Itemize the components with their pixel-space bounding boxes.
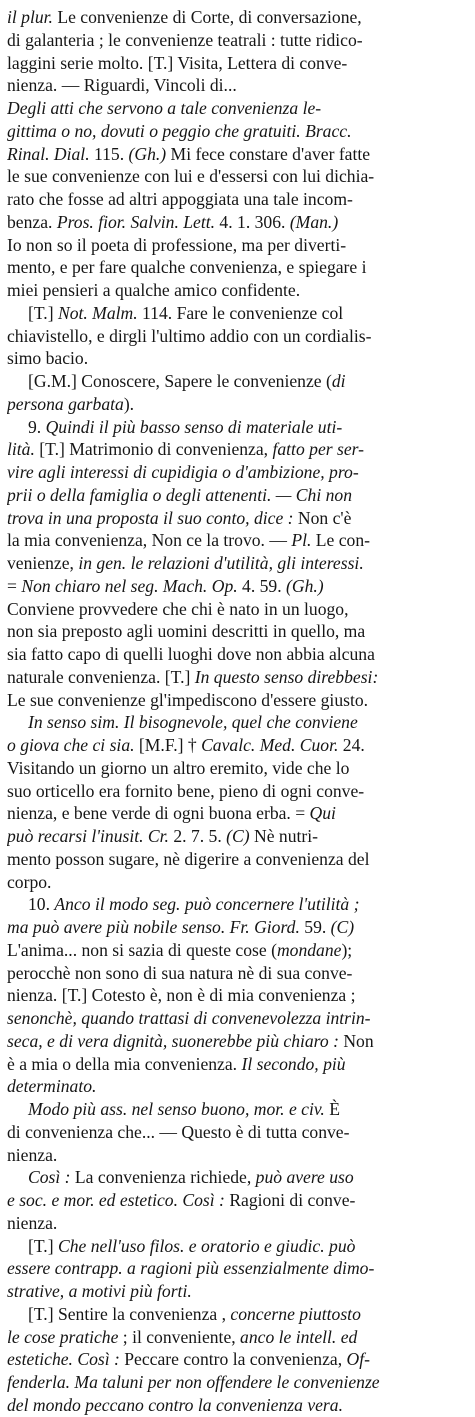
text-line: [7, 279, 464, 302]
text-run: venienze,: [7, 553, 79, 573]
italic-text: ma può avere più nobile senso. Fr. Giord.: [7, 917, 300, 937]
italic-text: (Man.): [289, 211, 339, 232]
text-run: Non c'è: [293, 507, 352, 528]
text-line: [7, 757, 464, 780]
text-run: 2. 7. 5.: [168, 826, 227, 846]
text-line: [7, 1257, 464, 1280]
italic-text: Che nell'uso filos. e oratorio e giudic. può: [57, 1235, 356, 1256]
text-line: [7, 256, 464, 279]
text-line: [7, 370, 464, 393]
text-run: 114. Fare le convenienze col: [137, 302, 344, 323]
text-line: [7, 711, 464, 734]
text-run: benza.: [7, 211, 57, 232]
text-line: [7, 939, 464, 962]
text-run: ; il conveniente,: [118, 1326, 241, 1347]
italic-text: Il secondo, più: [241, 1053, 346, 1074]
text-line: [7, 1030, 464, 1053]
italic-text: prii o della famiglia o degli attenenti. — Chi non: [7, 484, 353, 505]
text-run: );: [341, 939, 353, 960]
text-line: [7, 211, 464, 234]
text-run: chiavistello, e dirgli l'ultimo addio con un cordialis-: [7, 325, 372, 346]
italic-text: In senso sim. Il bisognevole, quel che conviene: [28, 712, 358, 733]
text-line: [7, 1007, 464, 1030]
text-run: [T.]: [28, 1235, 58, 1256]
italic-text: estetiche. Così :: [7, 1349, 120, 1370]
italic-text: essere contrapp. a ragioni più essenzialmente dimo-: [7, 1258, 375, 1279]
text-line: [7, 1189, 464, 1212]
text-run: [M.F.] †: [134, 735, 202, 755]
italic-text: gittima o no, dovuti o peggio che gratuiti. Bracc.: [7, 120, 352, 141]
text-run: 10.: [28, 894, 55, 915]
italic-text: Non chiaro nel seg. Mach. Op.: [21, 575, 238, 596]
italic-text: o giova che ci sia.: [7, 735, 135, 755]
italic-text: Rinal. Dial.: [7, 143, 90, 164]
text-run: le sue convenienze con lui e d'essersi con lui dichia-: [7, 166, 375, 187]
text-line: [7, 552, 464, 575]
italic-text: Not. Malm.: [57, 302, 138, 323]
text-line: [7, 416, 464, 439]
text-run: mento posson sugare, nè digerire a convenienza del: [7, 848, 370, 869]
text-run: Conviene provvedere che chi è nato in un luogo,: [7, 598, 349, 619]
text-line: [7, 461, 464, 484]
italic-text: Qui: [309, 803, 336, 824]
text-line: [7, 620, 464, 643]
text-run: 115.: [89, 143, 129, 164]
text-line: [7, 1303, 464, 1326]
text-run: ).: [123, 393, 135, 414]
italic-text: Quindi il più basso senso di materiale uti-: [45, 416, 343, 437]
text-line: [7, 1326, 464, 1349]
text-run: corpo.: [7, 871, 52, 892]
italic-text: può recarsi l'inusit. Cr.: [7, 826, 169, 846]
text-line: [7, 893, 464, 916]
text-run: nienza.: [7, 1212, 58, 1233]
text-run: di galanteria ; le convenienze teatrali : tutte ridico-: [7, 29, 363, 50]
text-run: Le con-: [311, 530, 370, 551]
text-run: mento, e per fare qualche convenienza, e spiegare i: [7, 257, 367, 278]
text-run: 4. 1. 306.: [215, 211, 290, 232]
text-line: [7, 438, 464, 461]
italic-text: (C): [330, 917, 355, 937]
italic-text: di: [331, 371, 346, 391]
text-run: nienza. — Riguardi, Vincoli di...: [7, 75, 237, 96]
text-line: [7, 1371, 464, 1394]
text-run: non sia preposto agli uomini descritti in quello, ma: [7, 621, 366, 642]
italic-text: il plur.: [7, 7, 53, 27]
text-run: [T.] Sentire la convenienza ,: [28, 1303, 231, 1324]
text-line: [7, 984, 464, 1007]
text-run: Nè nutri-: [249, 826, 319, 846]
text-line: [7, 6, 464, 29]
text-line: [7, 52, 464, 75]
text-line: [7, 29, 464, 52]
italic-text: seca, e di vera dignità, suonerebbe più chiaro :: [7, 1030, 339, 1051]
text-line: [7, 1280, 464, 1303]
text-line: [7, 734, 464, 757]
italic-text: concerne piuttosto: [230, 1303, 361, 1324]
text-line: [7, 1166, 464, 1189]
text-run: nienza.: [7, 1144, 58, 1165]
text-line: [7, 962, 464, 985]
text-run: simo bacio.: [7, 348, 89, 369]
text-line: [7, 1144, 464, 1167]
text-line: [7, 507, 464, 530]
text-line: [7, 302, 464, 325]
text-line: [7, 347, 464, 370]
italic-text: Of-: [346, 1349, 370, 1370]
text-run: [T.] Matrimonio di convenienza,: [34, 439, 273, 460]
text-line: [7, 825, 464, 848]
italic-text: le cose pratiche: [7, 1326, 119, 1347]
text-line: [7, 802, 464, 825]
italic-text: persona garbata: [7, 393, 124, 414]
text-run: è a mia o della mia convenienza.: [7, 1053, 242, 1074]
text-run: È: [324, 1099, 340, 1119]
italic-text: senonchè, quando trattasi di convenevolezza intrin-: [7, 1008, 371, 1028]
italic-text: mondane: [276, 939, 342, 960]
text-run: Ragioni di conve-: [224, 1190, 356, 1210]
text-run: naturale convenienza. [T.]: [7, 666, 195, 687]
text-run: Le sue convenienze gl'impediscono d'essere giusto.: [7, 689, 369, 710]
italic-text: vire agli interessi di cupidigia o d'ambizione, pro-: [7, 462, 359, 482]
text-run: la mia convenienza, Non ce la trovo. —: [7, 530, 292, 551]
italic-text: Degli atti che servono a tale convenienza le-: [7, 98, 322, 118]
text-line: [7, 143, 464, 166]
text-line: [7, 393, 464, 416]
text-line: [7, 188, 464, 211]
text-line: [7, 120, 464, 143]
italic-text: Pl.: [291, 530, 312, 551]
text-run: L'anima... non si sazia di queste cose (: [7, 939, 277, 960]
text-line: [7, 1212, 464, 1235]
text-run: Visitando un giorno un altro eremito, vide che lo: [7, 757, 350, 778]
text-run: 4. 59.: [237, 575, 287, 596]
italic-text: lità.: [7, 439, 35, 460]
text-run: 59.: [299, 917, 331, 937]
text-line: [7, 325, 464, 348]
text-run: rato che fosse ad altri appoggiata una tale incom-: [7, 189, 353, 209]
italic-text: Pros. fior. Salvin. Lett.: [56, 211, 216, 232]
text-line: [7, 598, 464, 621]
text-run: nienza, e bene verde di ogni buona erba. =: [7, 803, 310, 824]
italic-text: anco le intell. ed: [240, 1326, 358, 1347]
text-run: 9.: [28, 416, 46, 437]
italic-text: Così :: [28, 1167, 71, 1188]
italic-text: trova in una proposta il suo conto, dice :: [7, 507, 294, 528]
italic-text: Modo più ass. nel senso buono, mor. e civ.: [28, 1099, 325, 1119]
text-run: miei pensieri a qualche amico confidente.: [7, 280, 301, 300]
entry-text: [7, 6, 464, 1417]
text-run: =: [7, 575, 22, 596]
italic-text: del mondo peccano contro la convenienza vera.: [7, 1394, 343, 1415]
text-run: nienza. [T.] Cotesto è, non è di mia convenienza ;: [7, 985, 356, 1006]
text-run: Mi fece constare d'aver fatte: [166, 143, 371, 164]
text-line: [7, 1098, 464, 1121]
text-run: suo orticello era fornito bene, pieno di ogni conve-: [7, 780, 365, 801]
text-run: [T.]: [28, 302, 58, 323]
text-line: [7, 97, 464, 120]
text-run: Io non so il poeta di professione, ma per diverti-: [7, 234, 347, 255]
text-run: [G.M.] Conoscere, Sapere le convenienze (: [28, 371, 332, 391]
text-line: [7, 165, 464, 188]
italic-text: strative, a motivi più forti.: [7, 1281, 192, 1301]
text-run: 24.: [338, 735, 365, 755]
italic-text: fatto per ser-: [272, 439, 365, 460]
text-line: [7, 74, 464, 97]
italic-text: Cavalc. Med. Cuor.: [201, 735, 339, 755]
text-line: [7, 1053, 464, 1076]
text-line: [7, 780, 464, 803]
text-run: perocchè non sono di sua natura nè di sua conve-: [7, 962, 353, 983]
text-line: [7, 1348, 464, 1371]
text-run: Non: [338, 1030, 374, 1051]
text-line: [7, 666, 464, 689]
italic-text: in gen. le relazioni d'utilità, gli interessi.: [78, 553, 364, 573]
text-line: [7, 916, 464, 939]
text-run: sia fatto capo di quelli luoghi dove non abbia alcuna: [7, 644, 375, 664]
italic-text: fenderla. Ma taluni per non offendere le convenienze: [7, 1372, 380, 1392]
text-run: La convenienza richiede,: [70, 1167, 256, 1188]
italic-text: (C): [226, 826, 250, 846]
text-run: Le convenienze di Corte, di conversazione,: [52, 7, 362, 27]
italic-text: e soc. e mor. ed estetico. Così :: [7, 1190, 225, 1210]
italic-text: (Gh.): [128, 143, 167, 164]
text-line: [7, 643, 464, 666]
italic-text: In questo senso direbbesi:: [194, 666, 379, 687]
italic-text: può avere uso: [255, 1167, 354, 1188]
text-line: [7, 234, 464, 257]
text-line: [7, 1121, 464, 1144]
text-line: [7, 575, 464, 598]
text-line: [7, 689, 464, 712]
text-run: Peccare contro la convenienza,: [119, 1349, 347, 1370]
italic-text: determinato.: [7, 1076, 97, 1097]
text-line: [7, 1394, 464, 1417]
text-line: [7, 871, 464, 894]
text-run: laggini serie molto. [T.] Visita, Lettera di conve-: [7, 52, 348, 73]
text-run: di convenienza che... — Questo è di tutta conve-: [7, 1121, 350, 1142]
text-line: [7, 1235, 464, 1258]
italic-text: Anco il modo seg. può concernere l'utilità ;: [54, 894, 360, 915]
text-line: [7, 1075, 464, 1098]
italic-text: (Gh.): [286, 575, 324, 596]
text-line: [7, 484, 464, 507]
text-line: [7, 529, 464, 552]
text-line: [7, 848, 464, 871]
